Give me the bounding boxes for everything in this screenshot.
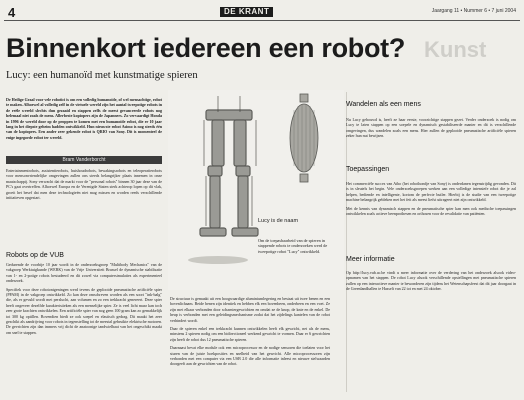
next-page-ghost-headline: Kunst <box>424 37 487 62</box>
meer-text <box>346 270 516 295</box>
masthead-rule <box>4 20 520 21</box>
mid-paragraph-1: De structuur is gemaakt uit een hoogwaardige aluminiumlegering en bestaat uit twee benen en een bovenlichaam. Beide benen zijn identiek en hebben elk een bovenbeen, onderbeen en een voet. Ze zijn met elkaar verbonden door scharniergewrichten en omdat ze de knop, de knie en de enkel. De heup is verbonden met een geleidingsmechanisme zodat dat het zijdelings kantelen van de robot verhindert wordt. <box>170 296 330 323</box>
section-heading-mens: Wandelen als een mens <box>346 101 421 108</box>
page-number: 4 <box>8 5 16 20</box>
meer-paragraph: Op http://lucy.vub.ac.be vindt u meer informatie over de verdering van het onderzoek alsook video-opnamen van het stappen. De robot Lucy alsook verschillende opstellingen met pneumatische spieren zullen op een interactieve manier te bewonderen zijn tijdens het Wetenschapsfeest dat dit jaar doorgaat in de Greenlandhallen te Hasselt van 22 tot en met 24 oktober. <box>346 270 516 292</box>
robot-photo <box>168 90 344 290</box>
body-intro <box>6 168 162 203</box>
article-headline: Binnenkort iedereen een robot? <box>6 33 406 63</box>
newspaper-logo: DE KRANT <box>220 7 273 17</box>
issue-info: Jaargang 11 • Nummer 6 • 7 juni 2004 <box>431 8 516 14</box>
section-heading-vub: Robots op de VUB <box>6 252 64 259</box>
author-byline: Bram Vanderborcht <box>6 156 162 164</box>
toepassingen-paragraph-2: Met de kennis van dynamisch stappen en de pneumatische spier kan men ook medische toepassingen ontwikkelen zoals actieve beenprothesen en orthosen voor de revalidatie van patiënten. <box>346 205 516 217</box>
mid-paragraph-2: Daar de spieren enkel een trekkracht kunnen ontwikkelen heeft elk gewricht, net als de mens, minstens 2 spieren nodig om een bidirectioneel werkend gewricht te vormen. Daar er 6 gewrichten zijn heeft de robot dus 12 pneumatische spieren. <box>170 326 330 342</box>
article-lead <box>6 97 162 143</box>
vub-paragraph-2: Specifiek voor deze robotontgeningen werd tevens de geplooide pneumatische artificiële spier (PPAM) in de vakgroep ontwikkeld. Zo kan deze omschreven worden als een soort "ink-balg" die, als er gevuld wordt met perslucht, aan volumen en zo een trekkracht genereert. Deze spier heeft ongeveer dezelfde karakteristieken als een menselijke spier. Ze is veel licht maar kan toch zeer grote krachten ontwikkelen. Een artificiële spier van nog geen 100 gram kan zo gemakkelijk tot 300 kg optillen. Bovendien biedt ze ook soepel en elastisch gedrag. Dit maakt het zeer geschikt als aandrijving voor robots in tegenstelling tot de meestal gebruikte elektrische motoren. De gevrichten zijn dan immers vrij dicht de anatoonige tandwielbaat van het ongeschikt maakt om snel te stappen. <box>6 286 162 335</box>
mens-paragraph: Nu Lucy gebouwd is, heeft ze haar eerste, voorzichtige stappen gezet. Verder onderzoek is nodig om Lucy te laten stappen op een soepele en dynamisch gestabiliseerde manier en dit is verschillende omgevingen, dus wandelen zoals een mens. Hier zullen de geplooide pneumatische artificiële spieren zeker hun nut bewijzen. <box>346 117 516 139</box>
body-vub <box>6 262 162 338</box>
masthead <box>4 6 520 20</box>
toepassingen-paragraph-1: Het commerciële succes van Aibo (het robothondje van Sony) is onderdanen tegenstrijdig gevonden. Dit is in sleutels het begin. Vele onderzoeksgroepen werken aan een volledige intensiefe robot die je zal helpen, bediende en intelligente, kortom de perfecte butler. Hierbij is de studie van een tweepotige machine belangrijk gebleken met het feit als meest liefst uitrageert niet zijn ontwikkeld. <box>346 181 516 203</box>
lead-paragraph: De Heilige Graal voor vele robotici is om een volledig humanoïde, of wel mensachtige, robot te maken. Alhoewel al volledig zelf in de virtuele wereld zijn het aantal tweepotige robots in de reële wereld slechts dun gezaaid en stappen zelfs de meest gevanceerde robots nog helemaal niet zoals de mens. Allerbeste kopiopers zijn de Japanners. Zo vervaardigt Honda in 1996 de wereld door op de proppen te komen met een humanoïde robot, die er 10 jaar lang in het diepste geheim hadden ontwikkeld. Hun nieuwste robot Asimo is nog steeds één van de kopiopers. Een ander zeer gekende robot is QRIO van Sony. Dit is momenteel de enige ingegoede robot ter wereld. <box>6 97 162 140</box>
photo-caption: Om de toepasbaarheid van de spieren in stappende robots te onderzoeken werd de tweepotige robot "Lucy" ontwikkeld. <box>258 238 328 254</box>
toepassingen-text <box>346 181 516 219</box>
photo-caption-title: Lucy is de naam <box>258 218 299 224</box>
right-column-text <box>346 117 516 142</box>
section-heading-meer: Meer informatie <box>346 256 395 263</box>
mid-paragraph-3: Daarnaast bevat elke module ook een microprocessor en de nodige sensoren die toelaten voor het sturen van de juiste hoekposities en snelheid van het gewricht. Alle microprocessoren zijn verbonden met een computer via een USB 2.0 die alle informatie inleest en nieuwe stelwaarden doorgeeft aan de gewrichten van de robot. <box>170 345 330 367</box>
middle-column-text <box>170 296 330 370</box>
article-subtitle: Lucy: een humanoïd met kunstmatige spieren <box>6 70 198 81</box>
robot-photo-image <box>168 90 344 290</box>
section-heading-toepassingen: Toepassingen <box>346 166 390 173</box>
intro-paragraph: Entertainmentrobots, assistentierobots, huishoudrobots, bewakingsrobots en teleoperatierobots voor mensonvriendelijke omgevingen zullen ons steeds belangrijker plaats innemen in onze maatschappij. Sony verwacht dat de markt voor de "personal robots" binnen 30 jaar deze van de PC's gaat overtreffen. Alhoewel Europa en de Verenigde Staten sterk achterop lopen op dit vlak, groeit het besef dat men deze technologieën niet mag missen en worden reeds verschillende initiatieven opgestart. <box>6 168 162 201</box>
vub-paragraph-1: Gedurende de voorbije 10 jaar wordt in de onderzoeksgroep "Multibody Mechanics" van de vakgroep Werktuigkunde (WERK) van de Vrije Universiteit Brussel de dynamische stabilisatie van 1- en 2-potige robots bestudeerd en dit zowel via computersimulaties als experimenteel onderzoek. <box>6 262 162 284</box>
